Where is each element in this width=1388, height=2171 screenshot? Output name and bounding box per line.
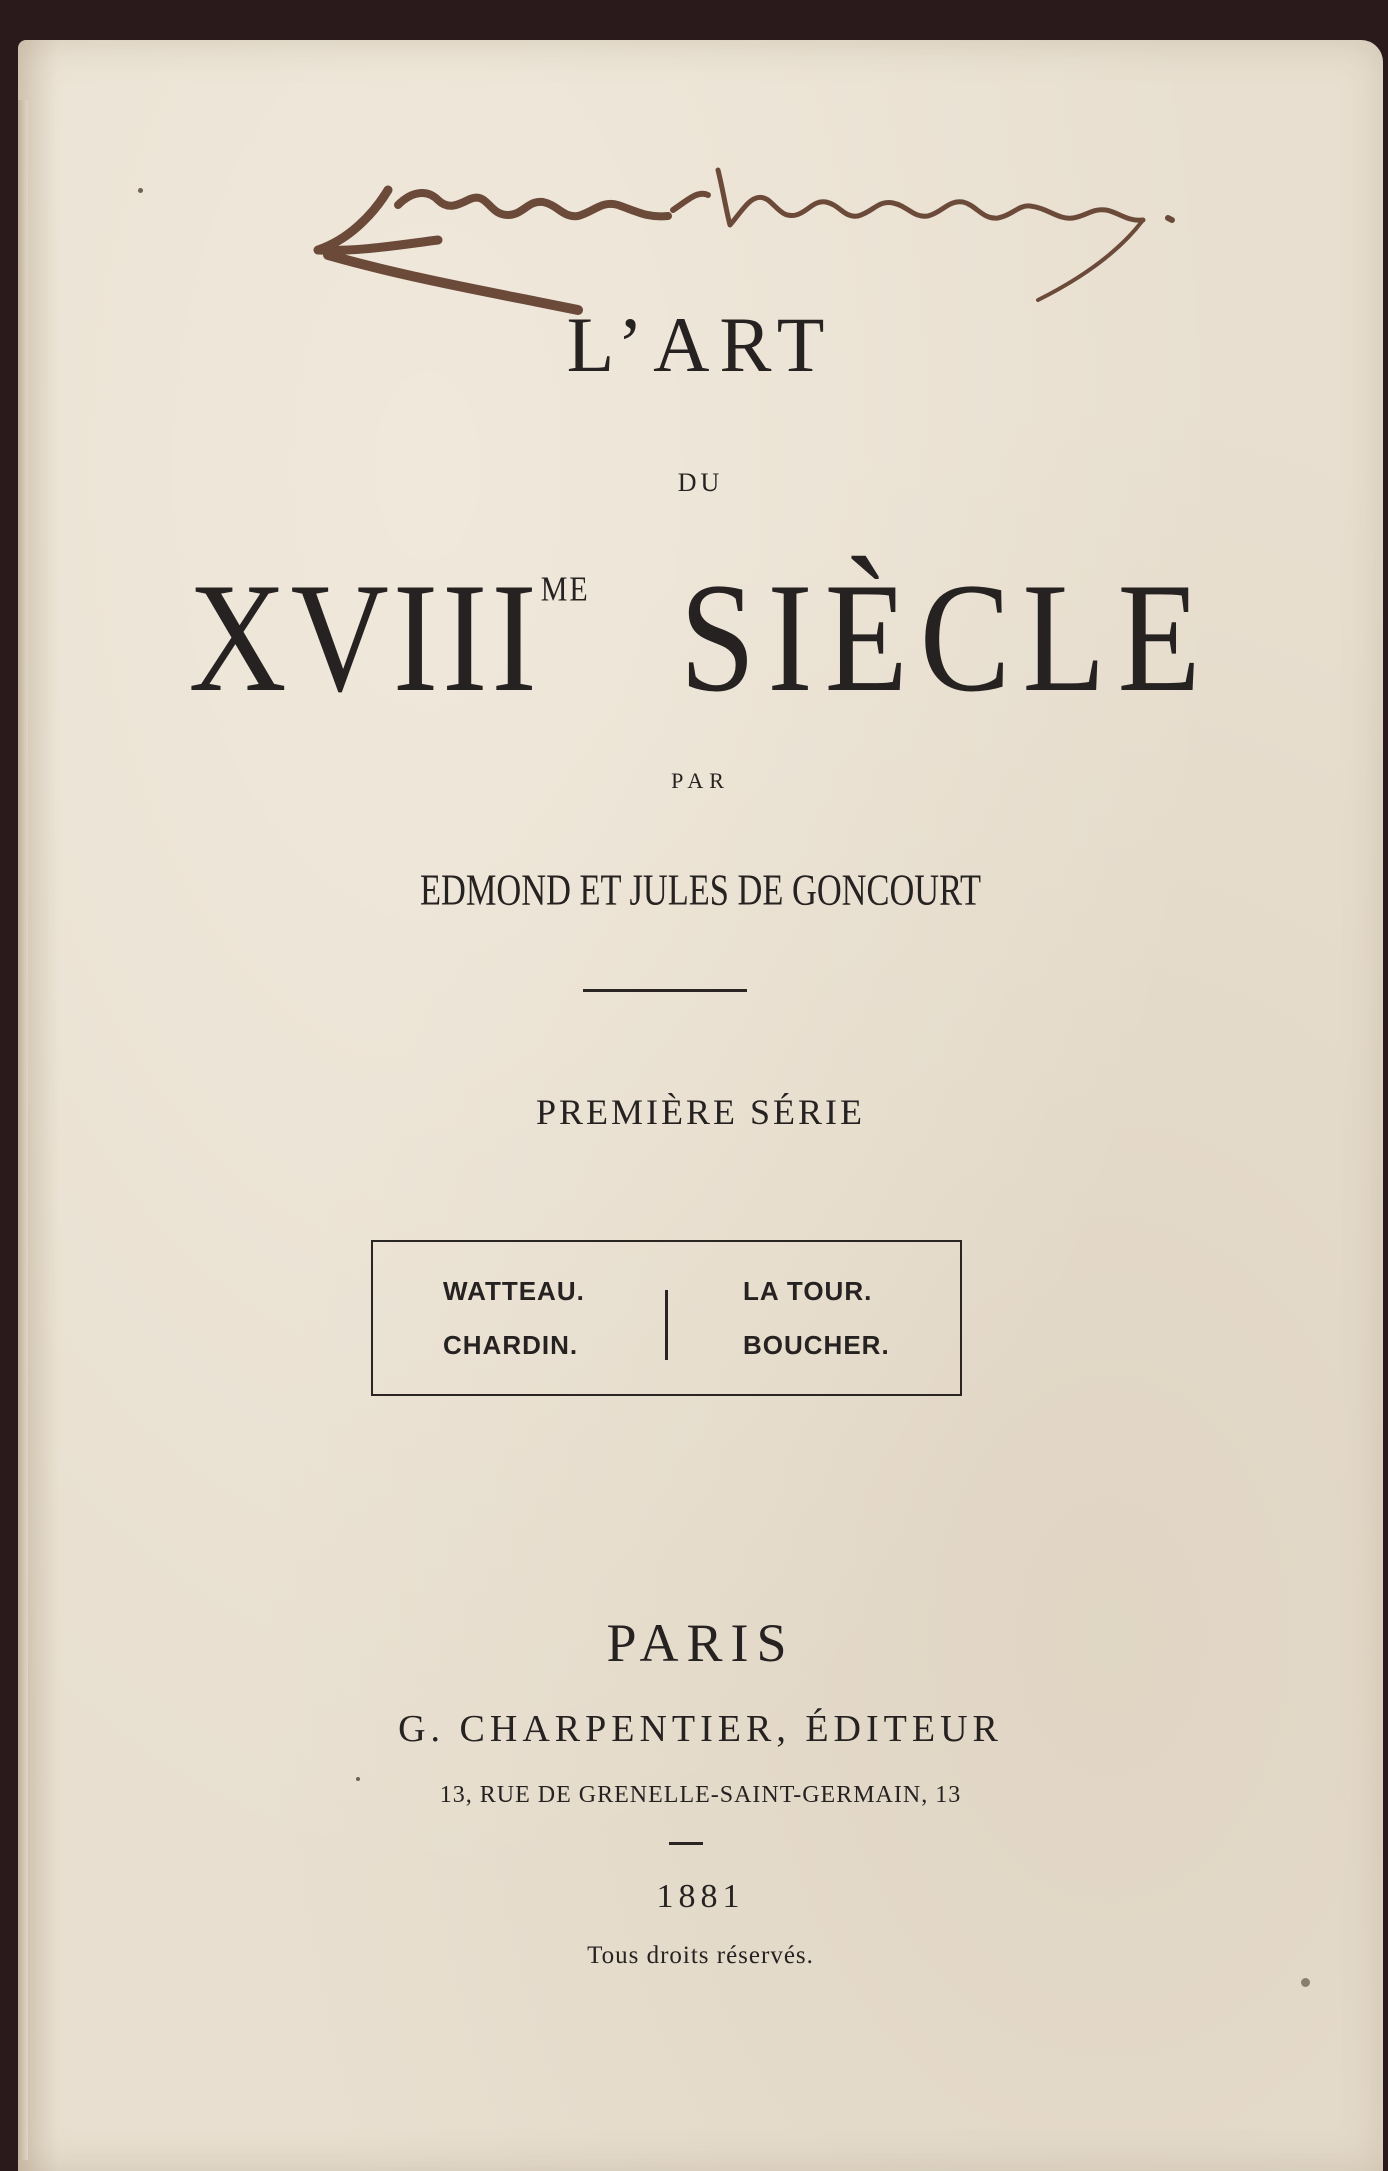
handwritten-signature	[18, 40, 1383, 340]
contents-box	[371, 1240, 962, 1396]
title-page	[18, 40, 1383, 2171]
title-line1: L’ART	[566, 301, 835, 388]
paper-speck	[1301, 1978, 1310, 1987]
series-label: PREMIÈRE SÉRIE	[535, 1092, 865, 1132]
century-suffix: ME	[540, 570, 590, 609]
byline-par: PAR	[671, 768, 730, 793]
paper-speck	[138, 188, 143, 193]
century-roman: XVIII	[188, 551, 541, 725]
imprint-publisher: G. CHARPENTIER, ÉDITEUR	[398, 1708, 1003, 1750]
title-line2: DU	[677, 468, 724, 497]
paper-speck	[356, 1777, 360, 1781]
imprint-rights: Tous droits réservés.	[587, 1942, 814, 1969]
contents-left-1: WATTEAU.	[443, 1276, 585, 1306]
century-word: SIÈCLE	[679, 551, 1213, 725]
byline-authors: EDMOND ET JULES DE GONCOURT	[419, 865, 982, 915]
imprint-city: PARIS	[606, 1613, 795, 1673]
imprint-address: 13, RUE DE GRENELLE-SAINT-GERMAIN, 13	[439, 1782, 962, 1808]
divider-rule	[583, 989, 747, 992]
contents-right-1: LA TOUR.	[743, 1276, 873, 1306]
contents-right-2: BOUCHER.	[743, 1330, 890, 1360]
contents-left-2: CHARDIN.	[443, 1330, 579, 1360]
contents-divider	[665, 1290, 668, 1360]
imprint-rule	[669, 1842, 703, 1845]
imprint-year: 1881	[656, 1878, 745, 1915]
title-century	[18, 551, 1383, 725]
